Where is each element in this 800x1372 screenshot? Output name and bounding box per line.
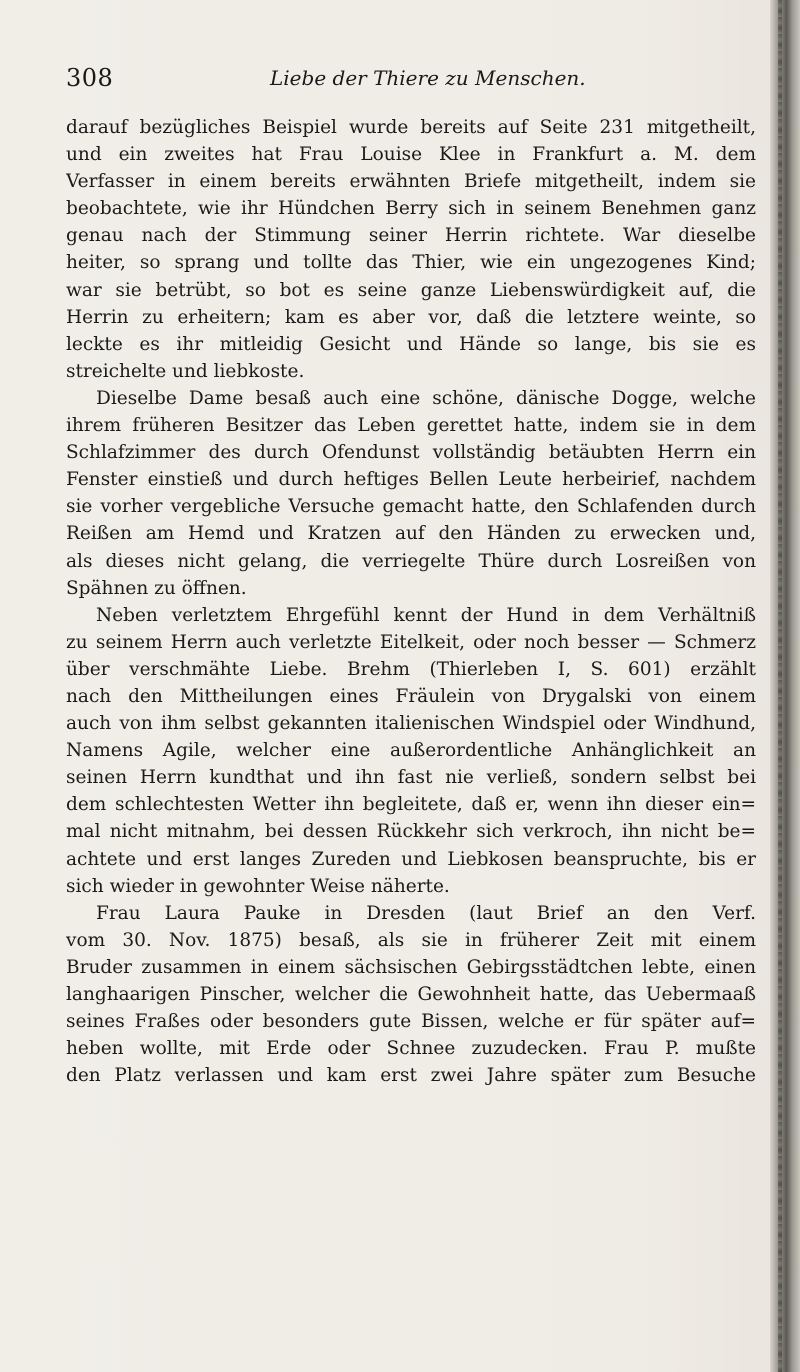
text-line: Verfasser in einem bereits erwähnten Briefe mitgetheilt, indem sie [66, 171, 756, 193]
text-line: Bruder zusammen in einem sächsischen Gebirgsstädtchen lebte, einen [66, 956, 756, 978]
text-line: heiter, so sprang und tollte das Thier, wie ein ungezogenes Kind; [66, 252, 756, 274]
text-line: vom 30. Nov. 1875) besaß, als sie in früherer Zeit mit einem [66, 929, 756, 951]
text-line: sie vorher vergebliche Versuche gemacht hatte, den Schlafenden durch [66, 496, 756, 518]
text-line: genau nach der Stimmung seiner Herrin richtete. War dieselbe [66, 225, 756, 247]
text-line: sich wieder in gewohnter Weise näherte. [66, 875, 450, 897]
running-title: Liebe der Thiere zu Menschen. [270, 66, 586, 90]
text-line: achtete und erst langes Zureden und Liebkosen beanspruchte, bis er [66, 848, 756, 870]
text-line: als dieses nicht gelang, die verriegelte Thüre durch Losreißen von [66, 550, 756, 572]
text-line: Fenster einstieß und durch heftiges Bellen Leute herbeirief, nachdem [66, 469, 756, 491]
text-line: Neben verletztem Ehrgefühl kennt der Hund in dem Verhältniß [96, 604, 756, 626]
text-line: Frau Laura Pauke in Dresden (laut Brief an den Verf. [96, 902, 756, 924]
text-line: Dieselbe Dame besaß auch eine schöne, dänische Dogge, welche [96, 387, 756, 409]
body-text [66, 114, 756, 1089]
text-line: seines Fraßes oder besonders gute Bissen, welche er für später auf= [66, 1011, 756, 1033]
text-line: darauf bezügliches Beispiel wurde bereits auf Seite 231 mitgetheilt, [66, 117, 756, 138]
text-line: auch von ihm selbst gekannten italienischen Windspiel oder Windhund, [66, 713, 756, 735]
page-header [66, 64, 756, 104]
text-line: den Platz verlassen und kam erst zwei Jahre später zum Besuche [66, 1065, 756, 1087]
text-line: leckte es ihr mitleidig Gesicht und Hände so lange, bis sie es [66, 333, 756, 355]
text-line: war sie betrübt, so bot es seine ganze Liebenswürdigkeit auf, die [66, 279, 756, 301]
page-number: 308 [66, 64, 114, 92]
text-line: langhaarigen Pinscher, welcher die Gewohnheit hatte, das Uebermaaß [66, 984, 756, 1005]
text-line: seinen Herrn kundthat und ihn fast nie verließ, sondern selbst bei [66, 767, 756, 789]
text-line: beobachtete, wie ihr Hündchen Berry sich in seinem Benehmen ganz [66, 198, 756, 220]
book-binding-edge [770, 0, 800, 1372]
text-line: ihrem früheren Besitzer das Leben gerettet hatte, indem sie in dem [66, 415, 756, 437]
text-line: heben wollte, mit Erde oder Schnee zuzudecken. Frau P. mußte [66, 1038, 756, 1060]
text-line: mal nicht mitnahm, bei dessen Rückkehr sich verkroch, ihn nicht be= [66, 821, 756, 843]
text-line: zu seinem Herrn auch verletzte Eitelkeit, oder noch besser — Schmerz [66, 631, 756, 653]
text-line: Schlafzimmer des durch Ofendunst vollständig betäubten Herrn ein [66, 442, 756, 464]
text-line: über verschmähte Liebe. Brehm (Thierleben I, S. 601) erzählt [66, 658, 756, 680]
text-line: nach den Mittheilungen eines Fräulein von Drygalski von einem [66, 685, 756, 707]
text-line: und ein zweites hat Frau Louise Klee in Frankfurt a. M. dem [66, 144, 756, 166]
text-line: Reißen am Hemd und Kratzen auf den Händen zu erwecken und, [66, 523, 756, 545]
text-line: Namens Agile, welcher eine außerordentliche Anhänglichkeit an [66, 740, 756, 762]
text-line: dem schlechtesten Wetter ihn begleitete, daß er, wenn ihn dieser ein= [66, 794, 756, 816]
text-line: streichelte und liebkoste. [66, 360, 305, 382]
text-line: Herrin zu erheitern; kam es aber vor, daß die letztere weinte, so [66, 306, 756, 328]
text-line: Spähnen zu öffnen. [66, 577, 247, 599]
